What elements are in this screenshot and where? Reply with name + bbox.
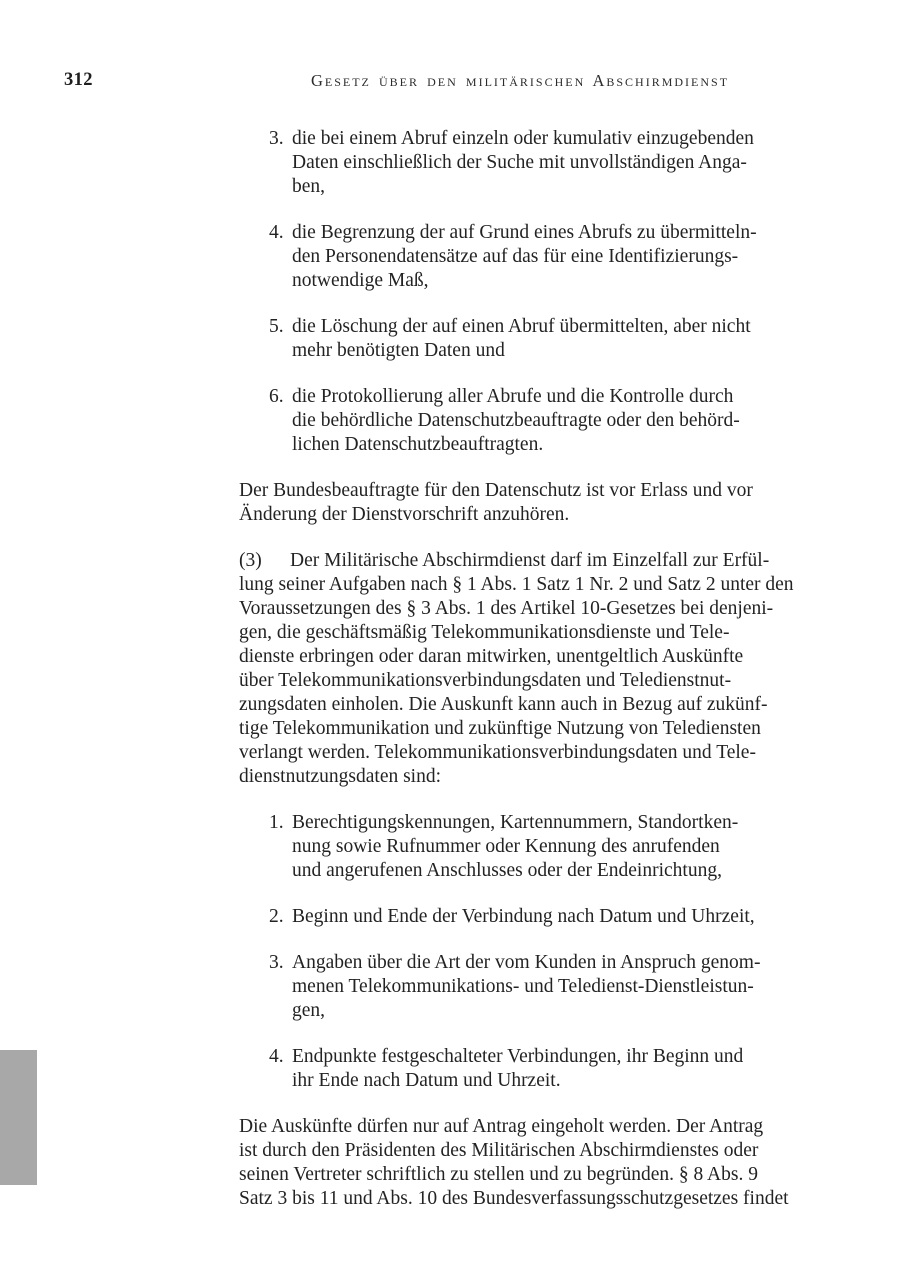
text-line: Änderung der Dienstvorschrift anzuhören. xyxy=(239,504,570,525)
text-line: und angerufenen Anschlusses oder der Endeinrichtung, xyxy=(292,860,722,881)
text-line: Die Auskünfte dürfen nur auf Antrag eingeholt werden. Der Antrag xyxy=(239,1116,764,1137)
text-line: seinen Vertreter schriftlich zu stellen und zu begründen. § 8 Abs. 9 xyxy=(239,1164,758,1185)
list-number: 4. xyxy=(269,1046,284,1067)
chapter-thumb-marker xyxy=(0,1050,37,1185)
list-item-body xyxy=(292,951,801,1023)
paragraph xyxy=(239,1115,801,1211)
list-item xyxy=(269,385,801,457)
list-item-body xyxy=(292,385,801,457)
list-number: 5. xyxy=(269,316,284,337)
text-line: lichen Datenschutzbeauftragten. xyxy=(292,434,544,455)
text-line: dienste erbringen oder daran mitwirken, unentgeltlich Auskünfte xyxy=(239,646,744,667)
text-line: menen Telekommunikations- und Teledienst-Dienstleistun- xyxy=(292,976,754,997)
text-line: Beginn und Ende der Verbindung nach Datum und Uhrzeit, xyxy=(292,906,755,927)
paragraph xyxy=(239,549,801,789)
text-line xyxy=(239,549,801,573)
list-item-body xyxy=(292,127,801,199)
list-number: 1. xyxy=(269,812,284,833)
text-line: ist durch den Präsidenten des Militärischen Abschirmdienstes oder xyxy=(239,1140,759,1161)
list-item-body xyxy=(292,905,801,929)
text-line: lung seiner Aufgaben nach § 1 Abs. 1 Satz 1 Nr. 2 und Satz 2 unter den xyxy=(239,574,794,595)
list-item xyxy=(269,905,801,929)
text-column xyxy=(239,127,801,1211)
text-line: den Personendatensätze auf das für eine Identifizierungs- xyxy=(292,246,739,267)
running-header-title: Gesetz über den militärischen Abschirmdienst xyxy=(310,71,730,90)
text-line: Der Bundesbeauftragte für den Datenschutz ist vor Erlass und vor xyxy=(239,480,753,501)
list-item-body xyxy=(292,315,801,363)
list-item xyxy=(269,221,801,293)
text-line: tige Telekommunikation und zukünftige Nutzung von Telediensten xyxy=(239,718,761,739)
text-line: dienstnutzungsdaten sind: xyxy=(239,766,442,787)
text-line: Endpunkte festgeschalteter Verbindungen, ihr Beginn und xyxy=(292,1046,744,1067)
text-line-content: Der Militärische Abschirmdienst darf im Einzelfall zur Erfül- xyxy=(290,550,770,571)
text-line: verlangt werden. Telekommunikationsverbindungsdaten und Tele- xyxy=(239,742,756,763)
paragraph-number: (3) xyxy=(239,550,262,571)
list-item xyxy=(269,315,801,363)
text-line: notwendige Maß, xyxy=(292,270,429,291)
text-line: ihr Ende nach Datum und Uhrzeit. xyxy=(292,1070,561,1091)
list-item xyxy=(269,811,801,883)
list-number: 2. xyxy=(269,906,284,927)
text-line: Satz 3 bis 11 und Abs. 10 des Bundesverfassungsschutzgesetzes findet xyxy=(239,1188,789,1209)
text-line: die bei einem Abruf einzeln oder kumulativ einzugebenden xyxy=(292,128,754,149)
list-number: 3. xyxy=(269,952,284,973)
list-item-body xyxy=(292,811,801,883)
text-line: mehr benötigten Daten und xyxy=(292,340,505,361)
paragraph xyxy=(239,479,801,527)
page-number: 312 xyxy=(64,70,93,90)
list-number: 3. xyxy=(269,128,284,149)
text-line: gen, xyxy=(292,1000,326,1021)
text-line: Angaben über die Art der vom Kunden in Anspruch genom- xyxy=(292,952,761,973)
list-item xyxy=(269,127,801,199)
text-line: ben, xyxy=(292,176,326,197)
list-item xyxy=(269,1045,801,1093)
text-line: über Telekommunikationsverbindungsdaten und Teledienstnut- xyxy=(239,670,732,691)
text-line: Daten einschließlich der Suche mit unvollständigen Anga- xyxy=(292,152,747,173)
text-line: die Löschung der auf einen Abruf übermittelten, aber nicht xyxy=(292,316,751,337)
text-line: Voraussetzungen des § 3 Abs. 1 des Artikel 10-Gesetzes bei denjeni- xyxy=(239,598,774,619)
list-number: 6. xyxy=(269,386,284,407)
text-line: die Protokollierung aller Abrufe und die Kontrolle durch xyxy=(292,386,734,407)
list-item-body xyxy=(292,221,801,293)
list-number: 4. xyxy=(269,222,284,243)
list-item-body xyxy=(292,1045,801,1093)
text-line: zungsdaten einholen. Die Auskunft kann auch in Bezug auf zukünf- xyxy=(239,694,768,715)
text-line: gen, die geschäftsmäßig Telekommunikationsdienste und Tele- xyxy=(239,622,730,643)
text-line: Berechtigungskennungen, Kartennummern, Standortken- xyxy=(292,812,739,833)
text-line: die behördliche Datenschutzbeauftragte oder den behörd- xyxy=(292,410,740,431)
text-line: die Begrenzung der auf Grund eines Abrufs zu übermitteln- xyxy=(292,222,757,243)
list-item xyxy=(269,951,801,1023)
text-line: nung sowie Rufnummer oder Kennung des anrufenden xyxy=(292,836,720,857)
